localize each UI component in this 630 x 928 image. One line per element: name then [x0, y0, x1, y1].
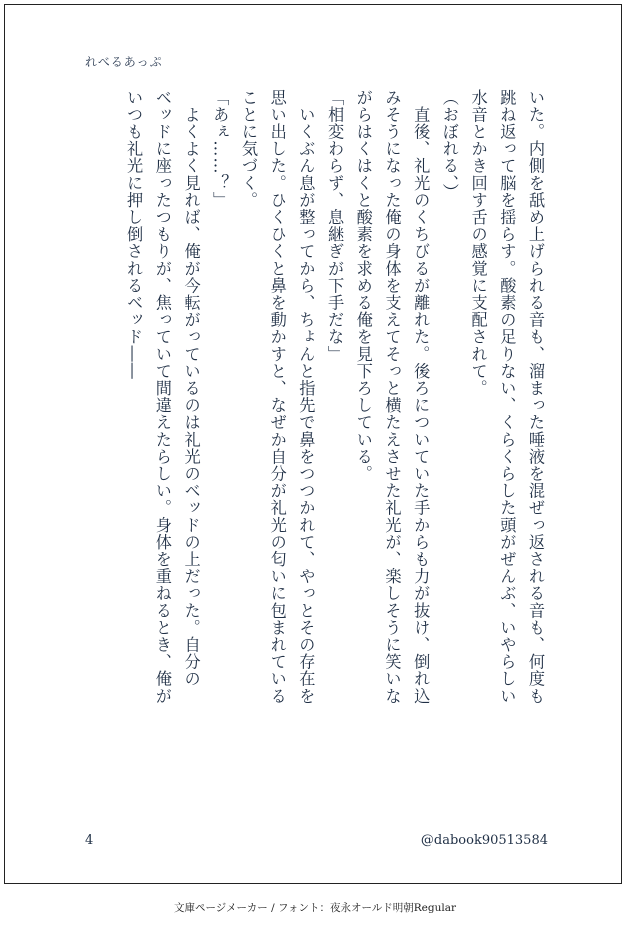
- text-line: いた。内側を舐め上げられる音も、溜まった唾液を混ぜっ返される音も、何度も: [526, 89, 545, 705]
- running-title: れべるあっぷ: [85, 55, 163, 69]
- text-line: 思い出した。ひくひくと鼻を動かすと、なぜか自分が礼光の匂いに包まれている: [267, 89, 287, 705]
- text-line: みそうになった俺の身体を支えてそっと横たえさせた礼光が、楽しそうに笑いな: [382, 89, 402, 705]
- text-line: よくよく見れば、俺が今転がっているのは礼光のベッドの上だった。自分の: [181, 89, 201, 688]
- text-line: （おぼれる、）: [439, 89, 459, 201]
- page-number: 4: [85, 833, 94, 848]
- text-line: 跳ね返って脳を揺らす。酸素の足りない、くらくらした頭がぜんぶ、いやらしい: [497, 89, 517, 705]
- text-line: 直後、礼光のくちびるが離れた。後ろについていた手からも力が抜け、倒れ込: [411, 89, 431, 705]
- novel-text-block: [118, 89, 549, 799]
- text-line: 水音とかき回す舌の感覚に支配されて。: [468, 89, 488, 397]
- text-line: がらはくはくと酸素を求める俺を見下ろしている。: [353, 89, 373, 483]
- text-line: ことに気づく。: [238, 89, 258, 209]
- text-line: 「相変わらず、息継ぎが下手だな」: [325, 89, 345, 363]
- text-line: ベッドに座ったつもりが、焦っていて間違えたらしい。身体を重ねるとき、俺が: [152, 89, 172, 705]
- footer-credit: 文庫ページメーカー / フォント：夜永オールド明朝Regular: [174, 902, 456, 914]
- book-page: [4, 4, 622, 884]
- text-line: いくぶん息が整ってから、ちょんと指先で鼻をつつかれて、やっとその存在を: [296, 89, 316, 705]
- text-line: いつも礼光に押し倒されるベッド――: [124, 89, 144, 380]
- text-line: 「あぇ……？」: [210, 89, 230, 209]
- author-handle: @dabook90513584: [420, 833, 548, 848]
